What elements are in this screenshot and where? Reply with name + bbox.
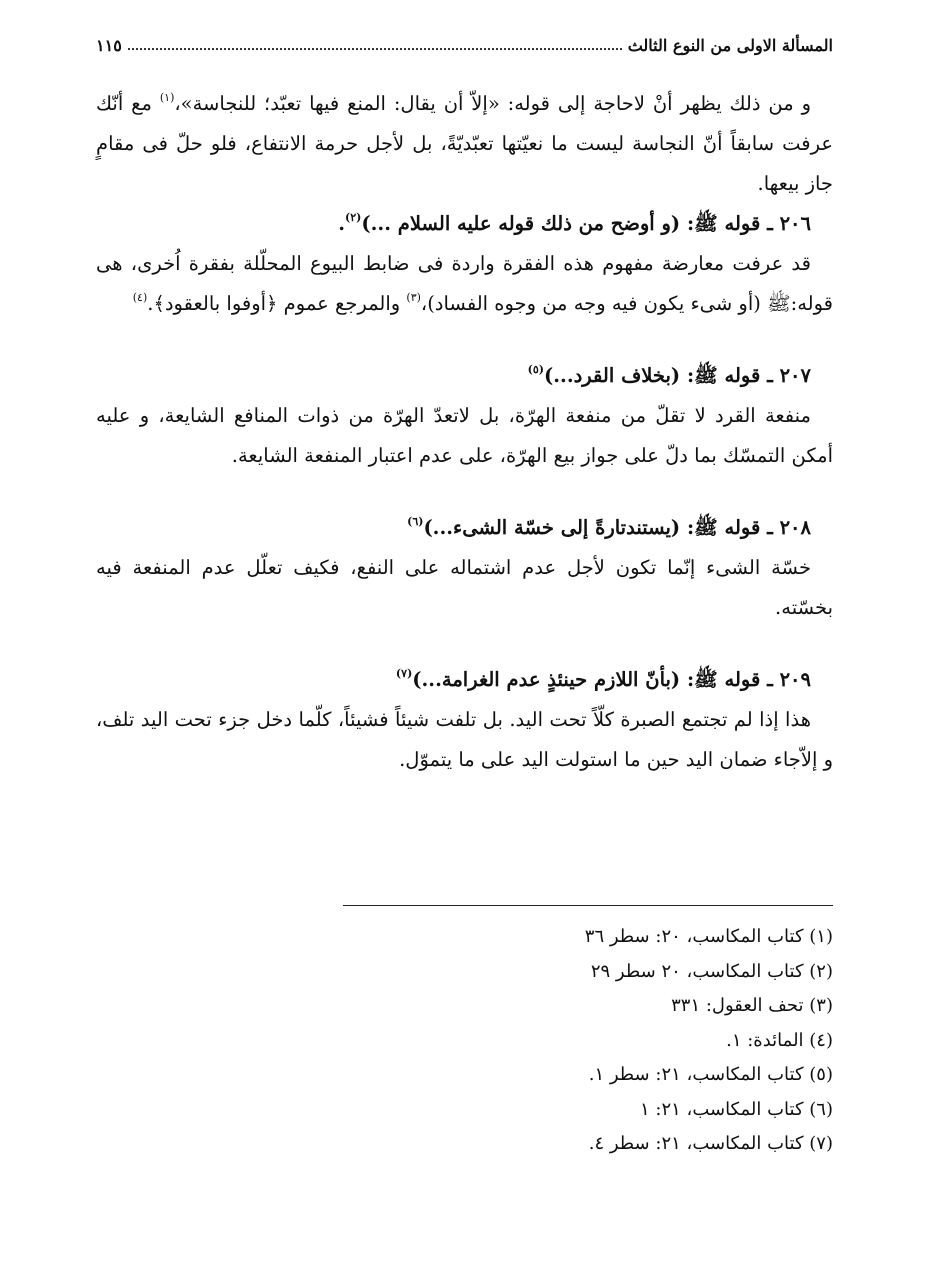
book-page (96, 0, 833, 1274)
footnote-ref: (٧) (395, 667, 413, 680)
section-heading-207 (96, 356, 833, 396)
footnote-ref: (٦) (407, 515, 424, 528)
heading-text: ٢٠٧ ـ قوله ﷺ: (بخلاف القرد...) (544, 364, 811, 387)
paragraph-text: قد عرفت معارضة مفهوم هذه الفقرة واردة فى ضابط البيوع المحلّلة بفقرة اُخرى، هى قوله:ﷺ (أو شىء يكون فيه وجه من وجوه الفساد)، (96, 252, 833, 315)
paragraph-intro (96, 84, 833, 204)
footnote-ref: (٢) (345, 211, 362, 224)
header-dot-leader (128, 48, 622, 50)
running-header (96, 30, 833, 60)
footnote-6: (٦) كتاب المكاسب، ٢١: ١ (639, 1098, 833, 1120)
footnote-ref: (٥) (527, 363, 545, 376)
footnotes (313, 920, 833, 1162)
paragraph-text: و من ذلك يظهر أنْ لاحاجة إلى قوله: «إلاّ أن يقال: المنع فيها تعبّد؛ للنجاسة»، (174, 92, 811, 115)
section-text-209: هذا إذا لم تجتمع الصبرة كلّاً تحت اليد. بل تلفت شيئاً فشيئاً، كلّما دخل جزء تحت اليد تلف، و إلاّجاء ضمان اليد حين ما استولت اليد على ما يتموّل. (96, 708, 833, 771)
footnote-separator (343, 905, 833, 906)
section-text-207: منفعة القرد لا تقلّ من منفعة الهرّة، بل لاتعدّ الهرّة من ذوات المنافع الشايعة، و عليه أمكن التمسّك بما دلّ على جواز بيع الهرّة، على عدم اعتبار المنفعة الشايعة. (96, 404, 833, 467)
header-title: المسألة الاولى من النوع الثالث (627, 35, 833, 55)
footnote-3: (٣) تحف العقول: ٣٣١ (671, 995, 833, 1016)
section-text-208: خسّة الشىء إنّما تكون لأجل عدم اشتماله على النفع، فكيف تعلّل عدم المنفعة فيه بخسّته. (96, 556, 833, 619)
footnote-ref: (١) (159, 91, 175, 104)
section-text-206 (96, 244, 833, 324)
section-heading-209 (96, 660, 833, 700)
page-body (96, 84, 833, 780)
heading-text: ٢٠٦ ـ قوله ﷺ: (و أوضح من ذلك قوله عليه السلام ...) (361, 212, 811, 235)
footnote-ref: (٣) (406, 291, 421, 304)
footnote-ref: (٤) (132, 291, 148, 304)
page-number: ١١٥ (96, 35, 122, 55)
footnote-7: (٧) كتاب المكاسب، ٢١: سطر ٤. (588, 1133, 833, 1154)
paragraph-text: والمرجع عموم ﴿أوفوا بالعقود﴾. (147, 292, 407, 315)
section-heading-208 (96, 508, 833, 548)
heading-text: ٢٠٨ ـ قوله ﷺ: (يستندتارةً إلى خسّة الشىء...) (423, 516, 811, 539)
section-heading-206: ٢٠٦ ـ قوله ﷺ: (و أوضح من ذلك قوله عليه السلام ...)$^{(٢)}$. (338, 211, 811, 235)
footnote-1: (١) كتاب المكاسب، ٢٠: سطر ٣٦ (584, 926, 833, 947)
heading-text: ٢٠٩ ـ قوله ﷺ: (بأنّ اللازم حينئذٍ عدم الغرامة...) (412, 668, 811, 691)
footnote-4: (٤) المائدة: ١. (726, 1029, 833, 1051)
footnote-2: (٢) كتاب المكاسب، ٢٠ سطر ٢٩ (590, 960, 833, 982)
paragraph-text: مع أنّك عرفت سابقاً أنّ النجاسة ليست ما نعيّتها تعبّديّةً، بل لأجل حرمة الانتفاع، فلو حلّ فى مقامٍ جاز بيعها. (96, 92, 833, 195)
footnote-5: (٥) كتاب المكاسب، ٢١: سطر ١. (588, 1064, 833, 1085)
